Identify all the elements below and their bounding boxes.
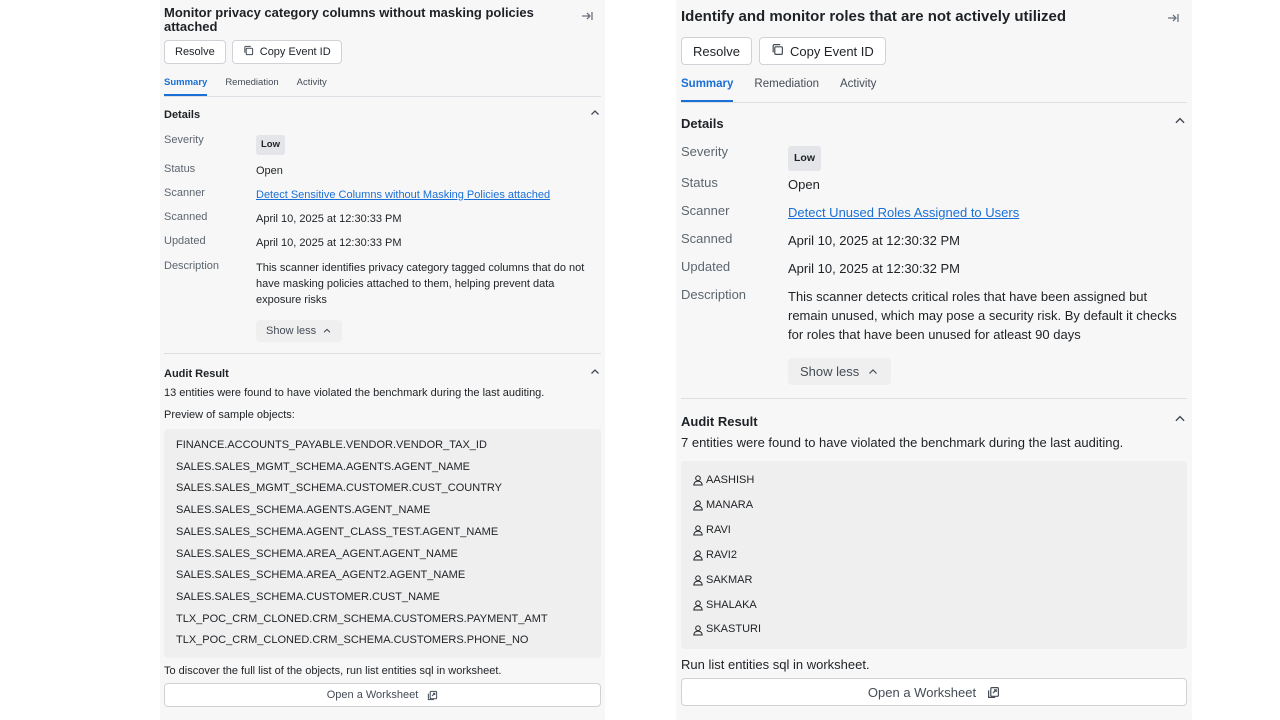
severity-row xyxy=(681,144,1187,170)
description-row xyxy=(681,287,1187,344)
user-icon xyxy=(692,624,704,636)
copy-icon xyxy=(771,43,784,59)
updated-label: Updated xyxy=(681,259,731,274)
status-row xyxy=(164,163,601,179)
audit-title: Audit Result xyxy=(681,414,758,429)
audit-summary: 7 entities were found to have violated the benchmark during the last auditing. xyxy=(681,435,1124,450)
list-item: TLX_POC_CRM_CLONED.CRM_SCHEMA.CUSTOMERS.PAYMENT_AMT xyxy=(176,612,548,625)
panel-header xyxy=(164,6,601,34)
role-name: SKASTURI xyxy=(706,623,762,636)
worksheet-icon xyxy=(427,690,438,701)
role-name: RAVI2 xyxy=(706,548,737,561)
scanned-row xyxy=(681,231,1187,250)
audit-header[interactable] xyxy=(681,412,1187,431)
copy-event-id-label: Copy Event ID xyxy=(259,46,331,58)
tab-summary[interactable]: Summary xyxy=(681,74,733,102)
updated-value: April 10, 2025 at 12:30:32 PM xyxy=(788,261,961,276)
tab-remediation[interactable]: Remediation xyxy=(754,78,819,90)
open-worksheet-label: Open a Worksheet xyxy=(326,689,419,702)
role-name: MANARA xyxy=(706,498,754,511)
updated-value: April 10, 2025 at 12:30:33 PM xyxy=(256,237,402,249)
audit-title: Audit Result xyxy=(164,368,229,380)
status-value: Open xyxy=(256,165,283,177)
details-title: Details xyxy=(164,109,201,121)
list-item: SALES.SALES_SCHEMA.CUSTOMER.CUST_NAME xyxy=(176,590,440,603)
copy-icon xyxy=(243,45,254,59)
panel-header xyxy=(681,8,1187,31)
details-title: Details xyxy=(681,116,724,131)
right-detail-panel xyxy=(676,0,1192,720)
details-header[interactable] xyxy=(681,114,1187,133)
description-value: This scanner identifies privacy category tagged columns that do not have masking policies attached to them, helping prevent data exposure risks xyxy=(256,262,585,306)
audit-header[interactable] xyxy=(164,365,601,383)
scanner-row xyxy=(164,187,601,203)
tab-activity[interactable]: Activity xyxy=(296,77,327,88)
list-item xyxy=(692,568,1176,593)
resolve-button[interactable]: Resolve xyxy=(164,40,226,64)
list-item xyxy=(692,543,1176,568)
show-less-button[interactable] xyxy=(256,320,342,342)
show-less-label: Show less xyxy=(800,364,860,379)
user-icon xyxy=(692,574,704,586)
open-worksheet-button[interactable] xyxy=(164,683,601,707)
chevron-up-icon[interactable] xyxy=(1173,114,1187,133)
description-row xyxy=(164,260,601,308)
list-item: TLX_POC_CRM_CLONED.CRM_SCHEMA.CUSTOMERS.PHONE_NO xyxy=(176,634,529,647)
list-item: FINANCE.ACCOUNTS_PAYABLE.VENDOR.VENDOR_TAX_ID xyxy=(176,439,487,451)
sample-objects-list xyxy=(164,429,601,658)
description-value: This scanner detects critical roles that have been assigned but remain unused, which may pose a security risk. By default it checks for roles that have been unused for atleast 90 days xyxy=(788,289,1177,342)
scanned-row xyxy=(164,211,601,227)
list-item xyxy=(692,518,1176,543)
description-label: Description xyxy=(681,287,747,302)
description-label: Description xyxy=(164,260,220,272)
roles-list xyxy=(681,461,1187,649)
list-item: SALES.SALES_SCHEMA.AREA_AGENT2.AGENT_NAME xyxy=(176,569,466,582)
list-item: SALES.SALES_SCHEMA.AREA_AGENT.AGENT_NAME xyxy=(176,547,458,560)
tab-bar xyxy=(681,74,1187,103)
status-label: Status xyxy=(164,163,196,175)
list-item: SALES.SALES_SCHEMA.AGENT_CLASS_TEST.AGENT_NAME xyxy=(176,525,499,538)
action-bar xyxy=(681,37,1187,65)
scanned-value: April 10, 2025 at 12:30:32 PM xyxy=(788,233,961,248)
role-name: SHALAKA xyxy=(706,598,757,611)
severity-row xyxy=(164,134,601,156)
list-item: SALES.SALES_MGMT_SCHEMA.AGENTS.AGENT_NAME xyxy=(176,460,471,473)
action-bar xyxy=(164,40,601,64)
list-item: SALES.SALES_SCHEMA.AGENTS.AGENT_NAME xyxy=(176,504,431,517)
footer-text: To discover the full list of the objects, run list entities sql in worksheet. xyxy=(164,665,502,678)
open-worksheet-button[interactable] xyxy=(681,678,1187,706)
user-icon xyxy=(692,599,704,611)
copy-event-id-button[interactable] xyxy=(759,37,886,65)
chevron-up-icon xyxy=(867,366,879,378)
collapse-panel-icon[interactable] xyxy=(579,6,601,29)
section-divider xyxy=(681,398,1187,399)
updated-label: Updated xyxy=(164,235,206,247)
footer-text: Run list entities sql in worksheet. xyxy=(681,657,870,673)
copy-event-id-label: Copy Event ID xyxy=(789,43,874,59)
audit-summary: 13 entities were found to have violated the benchmark during the last auditing. xyxy=(164,387,545,399)
role-name: SAKMAR xyxy=(706,573,753,586)
severity-label: Severity xyxy=(681,144,728,159)
scanned-value: April 10, 2025 at 12:30:33 PM xyxy=(256,213,402,225)
list-item: SALES.SALES_MGMT_SCHEMA.CUSTOMER.CUST_COUNTRY xyxy=(176,482,502,495)
list-item xyxy=(692,493,1176,518)
severity-badge: Low xyxy=(256,135,285,155)
scanned-label: Scanned xyxy=(681,231,733,246)
status-row xyxy=(681,175,1187,194)
page-title: Monitor privacy category columns without masking policies attached xyxy=(164,5,534,34)
updated-row xyxy=(164,235,601,251)
tab-summary[interactable]: Summary xyxy=(164,73,207,96)
page-title: Identify and monitor roles that are not actively utilized xyxy=(681,8,1067,25)
chevron-up-icon[interactable] xyxy=(1173,412,1187,431)
updated-row xyxy=(681,259,1187,278)
status-label: Status xyxy=(681,175,718,190)
copy-event-id-button[interactable] xyxy=(232,40,342,64)
tab-remediation[interactable]: Remediation xyxy=(225,77,279,88)
show-less-button[interactable] xyxy=(788,358,891,385)
status-value: Open xyxy=(788,177,820,192)
severity-label: Severity xyxy=(164,134,204,146)
preview-label: Preview of sample objects: xyxy=(164,409,295,421)
tab-bar xyxy=(164,73,601,97)
tab-activity[interactable]: Activity xyxy=(840,78,877,90)
list-item xyxy=(692,593,1176,618)
left-detail-panel xyxy=(160,0,605,720)
resolve-button[interactable]: Resolve xyxy=(681,37,752,65)
chevron-up-icon[interactable] xyxy=(589,106,601,124)
list-item xyxy=(692,617,1176,642)
scanner-link[interactable]: Detect Sensitive Columns without Masking Policies attached xyxy=(256,189,551,201)
chevron-up-icon[interactable] xyxy=(589,365,601,383)
show-less-label: Show less xyxy=(266,325,317,337)
worksheet-icon xyxy=(987,686,1000,699)
scanned-label: Scanned xyxy=(164,211,208,223)
details-header[interactable] xyxy=(164,106,601,124)
user-icon xyxy=(692,549,704,561)
section-divider xyxy=(164,353,601,354)
scanner-label: Scanner xyxy=(681,203,730,218)
user-icon xyxy=(692,499,704,511)
role-name: RAVI xyxy=(706,523,731,536)
severity-badge: Low xyxy=(788,146,821,171)
user-icon xyxy=(692,474,704,486)
scanner-label: Scanner xyxy=(164,187,205,199)
open-worksheet-label: Open a Worksheet xyxy=(867,684,977,700)
scanner-link[interactable]: Detect Unused Roles Assigned to Users xyxy=(788,205,1020,220)
role-name: AASHISH xyxy=(706,474,755,486)
collapse-panel-icon[interactable] xyxy=(1165,8,1187,31)
chevron-up-icon xyxy=(322,326,332,336)
scanner-row xyxy=(681,203,1187,222)
list-item xyxy=(692,468,1176,493)
user-icon xyxy=(692,524,704,536)
